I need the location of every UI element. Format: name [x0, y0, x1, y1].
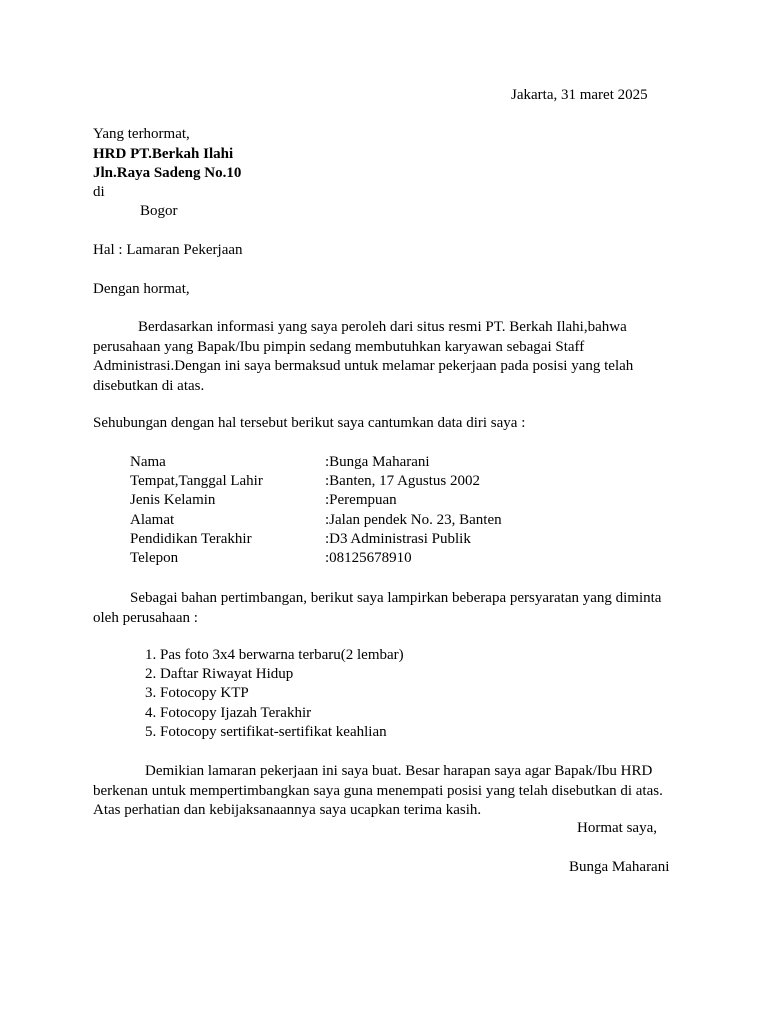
- list-item: 5. Fotocopy sertifikat-sertifikat keahlian: [145, 724, 387, 740]
- data-label: Pendidikan Terakhir: [130, 531, 252, 547]
- data-value: :Jalan pendek No. 23, Banten: [325, 512, 502, 528]
- list-item: 1. Pas foto 3x4 berwarna terbaru(2 lembar): [145, 647, 404, 663]
- data-value: :Bunga Maharani: [325, 454, 430, 470]
- data-value: :Banten, 17 Agustus 2002: [325, 473, 481, 489]
- closing-paragraph: Demikian lamaran pekerjaan ini saya buat. Besar harapan saya agar Bapak/Ibu HRD berkenan untuk mempertimbangkan saya guna menempati posisi yang telah disebutkan di atas. Atas perhatian dan kebijaksanaannya saya ucapkan terima kasih.: [93, 763, 663, 818]
- sign-off: Hormat saya,: [577, 820, 657, 836]
- subject-line: Hal : Lamaran Pekerjaan: [93, 242, 243, 258]
- list-item: 3. Fotocopy KTP: [145, 685, 249, 701]
- greeting: Dengan hormat,: [93, 281, 190, 297]
- intro-paragraph: Berdasarkan informasi yang saya peroleh dari situs resmi PT. Berkah Ilahi,bahwa perusahaan yang Bapak/Ibu pimpin sedang membutuhkan karyawan sebagai Staff Administrasi.Dengan ini saya bermaksud untuk melamar pekerjaan pada posisi yang telah disebutkan di atas.: [93, 319, 634, 394]
- data-value: :D3 Administrasi Publik: [325, 531, 471, 547]
- data-label: Tempat,Tanggal Lahir: [130, 473, 263, 489]
- recipient-street: Jln.Raya Sadeng No.10: [93, 165, 242, 181]
- recipient-salutation: Yang terhormat,: [93, 126, 190, 142]
- data-label: Jenis Kelamin: [130, 492, 216, 508]
- data-value: :08125678910: [325, 550, 412, 566]
- data-label: Alamat: [130, 512, 175, 528]
- list-item: 4. Fotocopy Ijazah Terakhir: [145, 705, 312, 721]
- data-value: :Perempuan: [325, 492, 397, 508]
- attachments-intro: Sebagai bahan pertimbangan, berikut saya lampirkan beberapa persyaratan yang diminta oleh perusahaan :: [93, 590, 662, 626]
- list-item: 2. Daftar Riwayat Hidup: [145, 666, 294, 682]
- recipient-di: di: [93, 184, 105, 200]
- place-date: Jakarta, 31 maret 2025: [511, 87, 648, 103]
- data-label: Nama: [130, 454, 166, 470]
- data-label: Telepon: [130, 550, 179, 566]
- recipient-company: HRD PT.Berkah Ilahi: [93, 146, 234, 162]
- recipient-city: Bogor: [140, 203, 178, 219]
- data-intro: Sehubungan dengan hal tersebut berikut saya cantumkan data diri saya :: [93, 415, 526, 431]
- signatory-name: Bunga Maharani: [569, 859, 670, 875]
